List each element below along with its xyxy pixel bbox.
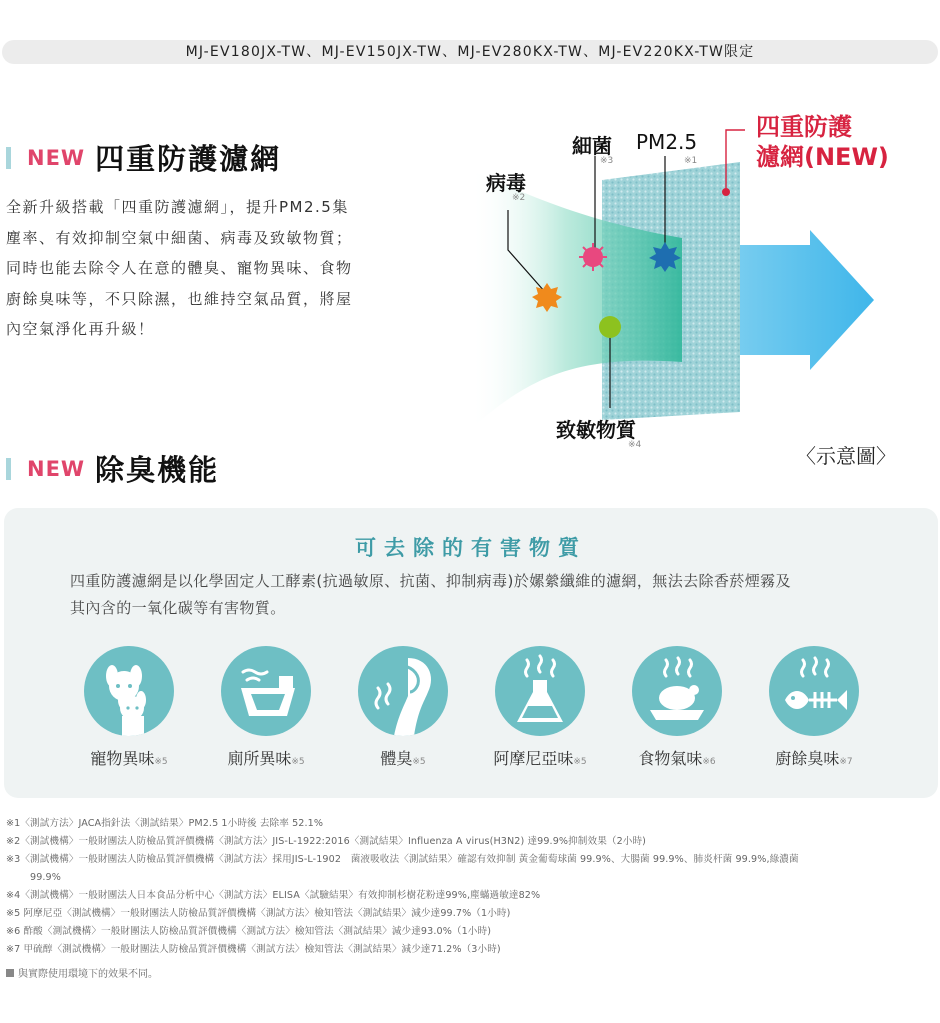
odor-label: 阿摩尼亞味※5: [493, 749, 587, 768]
disclaimer: [6, 965, 158, 980]
odor-label: 寵物異味※5: [90, 749, 168, 768]
odor-label: 廚餘臭味※7: [775, 749, 853, 768]
panel-title: 可去除的有害物質: [355, 536, 587, 560]
odor-label: 廁所異味※5: [227, 749, 305, 768]
intro-line: 全新升級搭載「四重防護濾網」，提升PM2.5集: [6, 198, 349, 216]
odor-label: 食物氣味※6: [638, 749, 716, 768]
section-title: 四重防護濾網: [95, 142, 282, 176]
harmful-substances-panel: [4, 508, 938, 798]
filter-name-line: 濾網(NEW): [756, 143, 889, 171]
intro-line: 塵率、有效抑制空氣中細菌、病毒及致敏物質；: [6, 228, 353, 247]
footnotes: [6, 815, 936, 959]
allergen-note: ※4: [628, 440, 642, 450]
intro-line: 內空氣淨化再升級！: [6, 320, 155, 338]
panel-desc-line: 其內含的一氧化碳等有害物質。: [70, 599, 286, 617]
odor-item-food: [607, 646, 747, 769]
pm25-note: ※1: [684, 156, 698, 166]
bacteria-label: 細菌: [572, 134, 612, 158]
panel-desc-line: 四重防護濾網是以化學固定人工酵素(抗過敏原、抗菌、抑制病毒)於嫘縈纖維的濾網，無法去除香菸煙霧及: [70, 572, 791, 590]
flask-icon: [495, 646, 585, 736]
bullet-square-icon: [6, 969, 14, 977]
footnote: ※7 甲硫醇〈測試機構〉一般財團法人防檢品質評價機構〈測試方法〉檢知管法〈測試結果〉減少達71.2%（3小時): [6, 944, 501, 955]
pm25-label: PM2.5: [636, 130, 698, 154]
new-badge: NEW: [27, 456, 86, 481]
footnote: ※3〈測試機構〉一般財團法人防檢品質評價機構〈測試方法〉採用JIS-L-1902 菌液吸收法〈測試結果〉確認有效抑制 黃金葡萄球菌 99.9%、大腸菌 99.9%、肺炎杆菌 99.9%,綠濃菌: [6, 854, 799, 865]
toilet-icon: [221, 646, 311, 736]
footnote: ※2〈測試機構〉一般財團法人防檢品質評價機構〈測試方法〉JIS-L-1922:2016〈測試結果〉Influenza A virus(H3N2) 達99.9%抑制效果（2小時): [6, 836, 647, 847]
heading-accent-bar: [6, 147, 11, 169]
heading-accent-bar: [6, 458, 11, 480]
intro-line: 同時也能去除令人在意的體臭、寵物異味、食物: [6, 259, 353, 277]
virus-label: 病毒: [486, 171, 526, 195]
allergen-label: 致敏物質: [556, 418, 636, 442]
illustration-caption: 〈示意圖〉: [796, 444, 896, 468]
footnote: ※5 阿摩尼亞〈測試機構〉一般財團法人防檢品質評價機構〈測試方法〉檢知管法〈測試結果〉減少達99.7%（1小時): [6, 908, 511, 919]
section-title: 除臭機能: [95, 453, 220, 487]
filter-name-line: 四重防護: [756, 113, 852, 141]
intro-paragraph: [6, 192, 381, 345]
filter-diagram: [470, 100, 940, 480]
bacteria-note: ※3: [600, 156, 614, 166]
intro-line: 廚餘臭味等，不只除濕，也維持空氣品質，將屋: [6, 289, 353, 308]
odor-item-toilet: [196, 646, 336, 769]
panel-description: [70, 568, 890, 622]
model-bar: MJ-EV180JX-TW、MJ-EV150JX-TW、MJ-EV280KX-TW、MJ-EV220KX-TW限定: [2, 40, 938, 64]
footnote-continued: 99.9%: [30, 872, 61, 883]
odor-item-body: [333, 646, 473, 769]
virus-note: ※2: [512, 193, 526, 203]
section-heading-deodorize: [6, 448, 219, 489]
virus-particle: [532, 283, 562, 312]
allergen-particle: [599, 316, 621, 338]
food-icon: [632, 646, 722, 736]
footnote: ※1〈測試方法〉JACA指針法〈測試結果〉PM2.5 1小時後 去除率 52.1%: [6, 818, 324, 829]
filter-marker: [722, 188, 730, 196]
odor-label: 體臭※5: [380, 749, 426, 768]
disclaimer-text: 與實際使用環境下的效果不同。: [18, 969, 158, 980]
footnote: ※6 酢酸〈測試機構〉一般財團法人防檢品質評價機構〈測試方法〉檢知管法〈測試結果〉減少達93.0%（1小時): [6, 926, 492, 937]
section-heading-filter: [6, 137, 281, 178]
pet-icon: [84, 646, 174, 736]
body-odor-icon: [358, 646, 448, 736]
odor-item-kitchen-waste: [744, 646, 884, 769]
fish-bone-icon: [769, 646, 859, 736]
filter-name-label: [756, 112, 889, 172]
odor-item-ammonia: [470, 646, 610, 769]
footnote: ※4〈測試機構〉一般財團法人日本食品分析中心〈測試方法〉ELISA〈試驗結果〉有效抑制杉樹花粉達99%,塵蟎過敏達82%: [6, 890, 541, 901]
bacteria-particle: [579, 243, 607, 271]
odor-item-pet: [59, 646, 199, 769]
new-badge: NEW: [27, 145, 86, 170]
